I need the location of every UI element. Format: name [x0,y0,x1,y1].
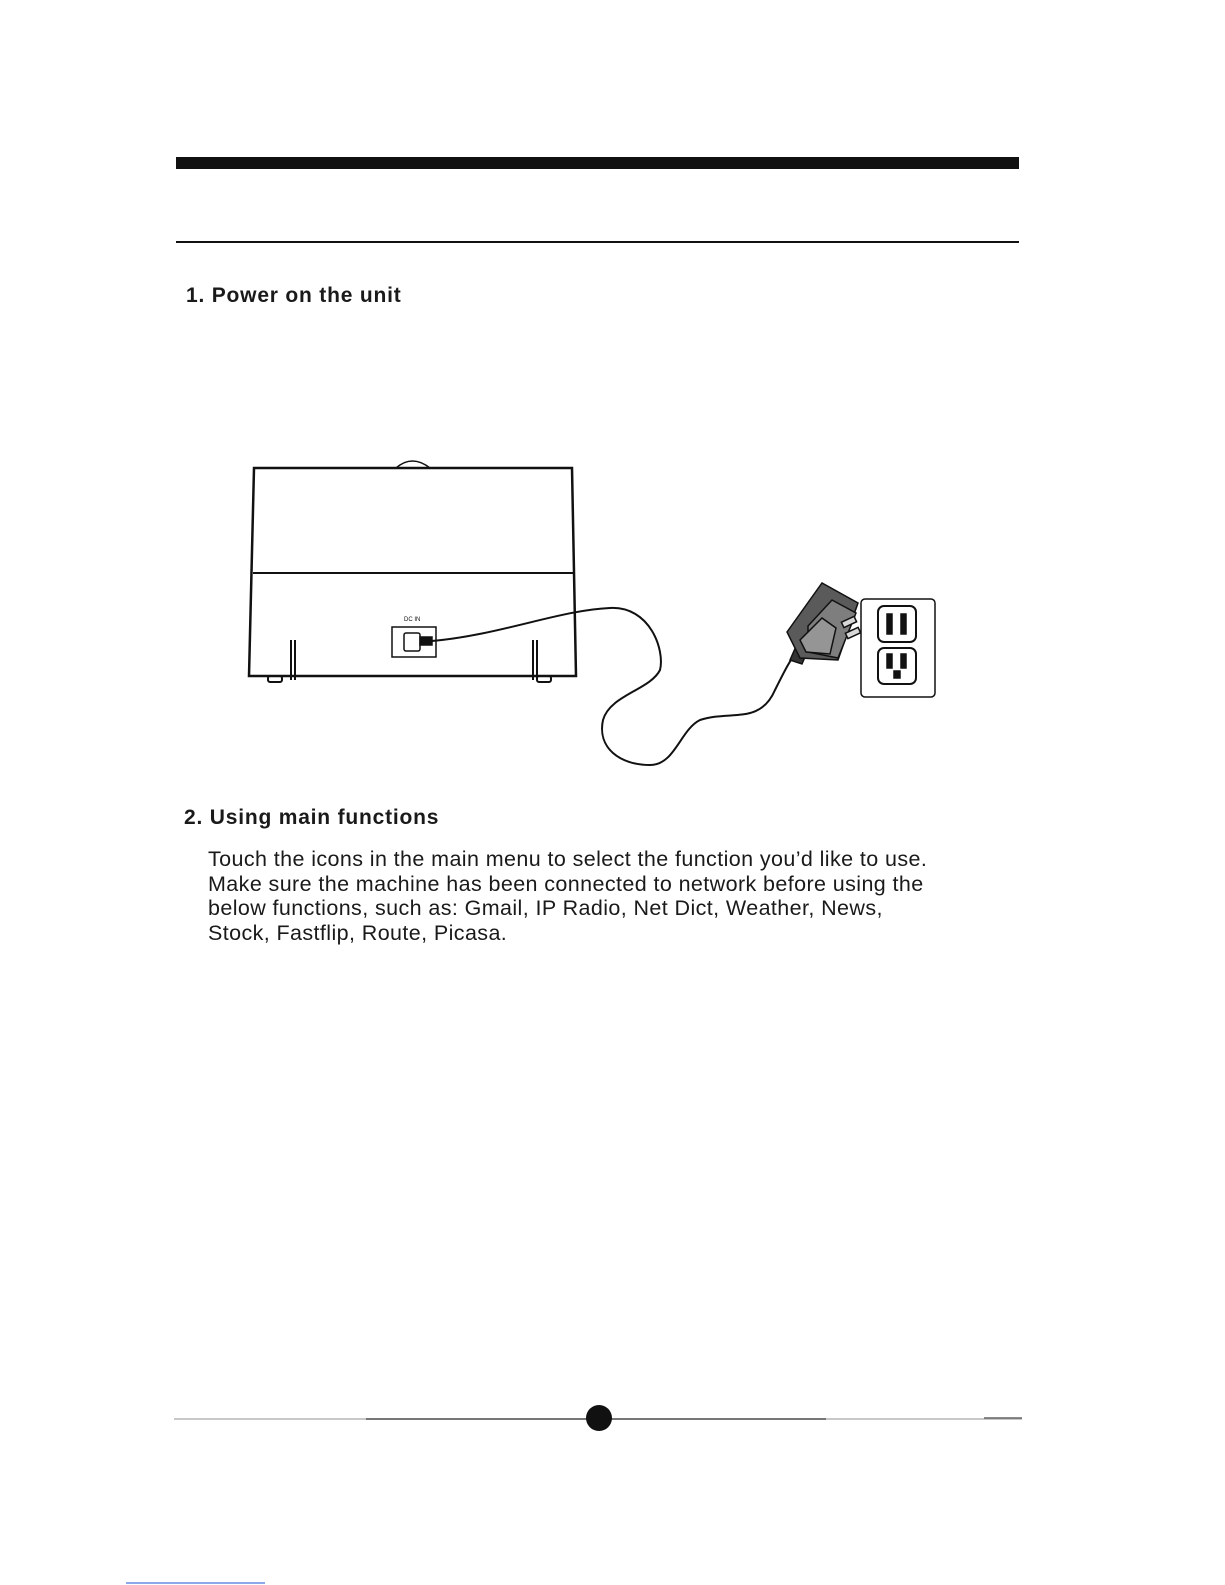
section-2-heading: 2. Using main functions [184,806,440,829]
page-dot-icon [586,1405,612,1431]
body-line: Make sure the machine has been connected to network before using the [208,871,924,896]
body-line: Stock, Fastflip, Route, Picasa. [208,920,508,945]
body-line: Touch the icons in the main menu to select the function you’d like to use. [208,847,928,871]
section-1-heading: 1. Power on the unit [186,284,402,307]
body-line: below functions, such as: Gmail, IP Radio, Net Dict, Weather, News, [208,896,883,920]
dc-in-label: DC IN [404,617,421,623]
